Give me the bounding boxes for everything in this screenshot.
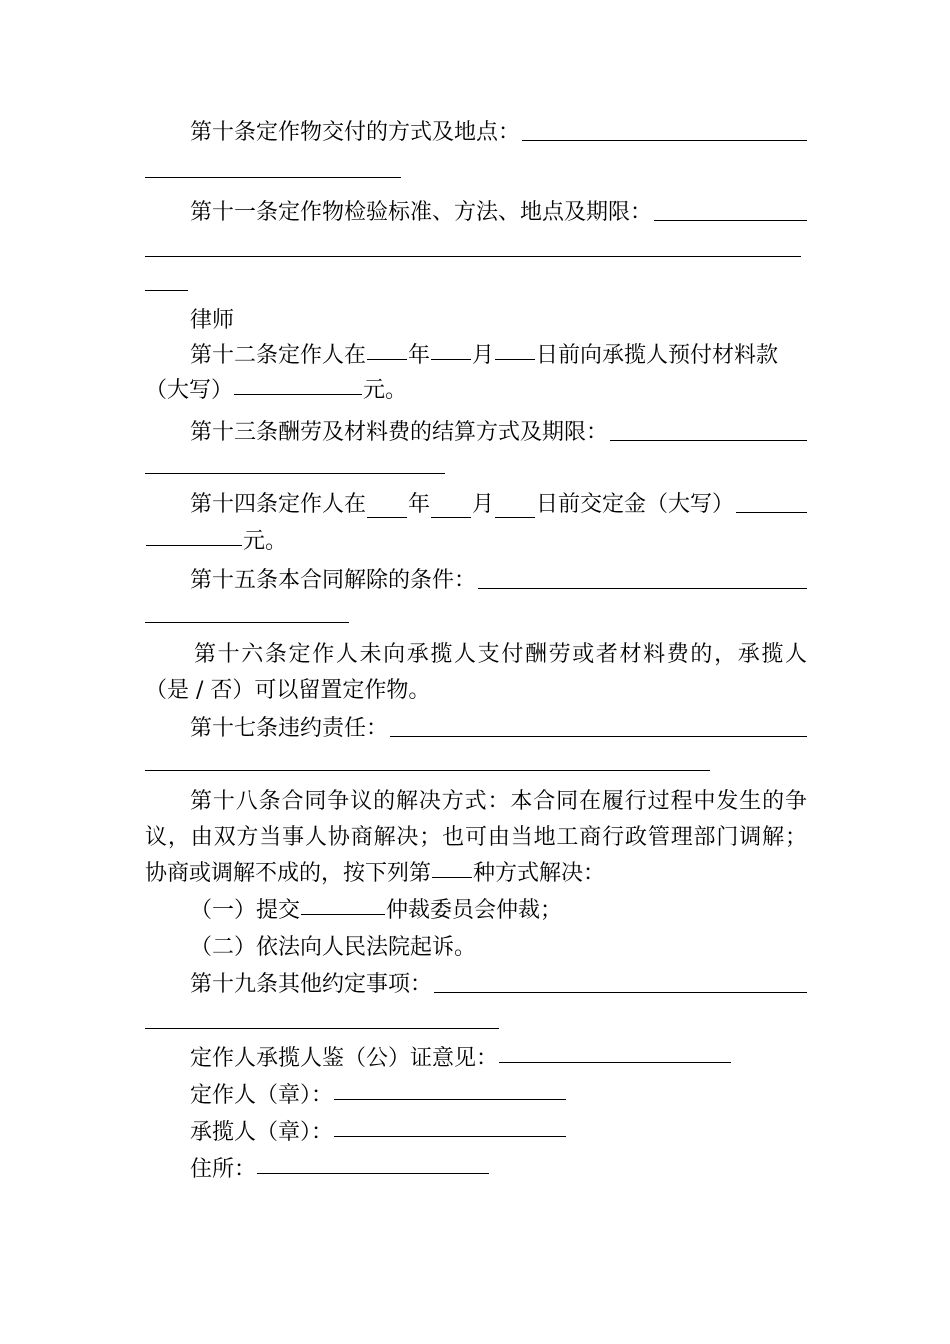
article-19-line: [190, 970, 807, 1000]
article-16-line-2: （是 / 否）可以留置定作物。: [145, 678, 431, 703]
article-15-line: [190, 566, 807, 596]
arbitration-committee-blank[interactable]: [301, 914, 385, 915]
article-14-day-blank[interactable]: [495, 517, 535, 518]
article-18-line-1: 第十八条合同争议的解决方式：本合同在履行过程中发生的争: [190, 789, 807, 814]
verification-label: 定作人承揽人鉴（公）证意见：: [190, 1046, 499, 1071]
article-10-blank[interactable]: [522, 140, 807, 141]
article-14-month-blank[interactable]: [431, 517, 471, 518]
article-10-label: 第十条定作物交付的方式及地点：: [190, 120, 521, 145]
article-12-year: 年: [408, 343, 431, 368]
article-14-amount-blank-continued[interactable]: [146, 545, 242, 546]
article-18-method-blank[interactable]: [432, 877, 472, 878]
address-label: 住所：: [190, 1157, 257, 1182]
article-12-month-blank[interactable]: [431, 359, 471, 360]
party-a-seal-label: 定作人（章）：: [190, 1083, 334, 1108]
article-19-blank-continued[interactable]: [145, 1028, 499, 1029]
party-b-seal-label: 承揽人（章）：: [190, 1120, 334, 1145]
article-18-line-2: 议，由双方当事人协商解决；也可由当地工商行政管理部门调解；: [145, 825, 807, 850]
article-13-blank-continued[interactable]: [145, 473, 445, 474]
article-13-line: [190, 418, 807, 448]
article-12-line-1: [190, 341, 807, 371]
article-17-blank-continued[interactable]: [145, 770, 710, 771]
article-13-label: 第十三条酬劳及材料费的结算方式及期限：: [190, 420, 609, 445]
article-18-line-3-b: 种方式解决：: [473, 861, 606, 886]
article-14-part-2: 日前交定金（大写）: [536, 492, 735, 517]
article-14-unit: 元。: [243, 529, 288, 554]
article-12-year-blank[interactable]: [367, 359, 407, 360]
article-11-blank-end[interactable]: [145, 290, 188, 291]
article-18-line-3: [145, 859, 807, 889]
article-14-year-blank[interactable]: [367, 517, 407, 518]
article-16-line-1: 第十六条定作人未向承揽人支付酬劳或者材料费的，承揽人: [194, 642, 807, 667]
article-11-line: [190, 198, 807, 228]
article-14-line-1: [190, 490, 807, 520]
article-19-label: 第十九条其他约定事项：: [190, 972, 433, 997]
article-19-blank[interactable]: [434, 992, 807, 993]
article-12-part-3: （大写）: [145, 378, 234, 403]
article-14-year: 年: [408, 492, 431, 517]
party-b-seal-blank[interactable]: [334, 1136, 566, 1137]
article-18-option-1: [190, 896, 807, 926]
party-a-seal-blank[interactable]: [334, 1099, 566, 1100]
party-a-seal-line: [190, 1081, 807, 1111]
article-17-line: [190, 714, 807, 744]
article-15-label: 第十五条本合同解除的条件：: [190, 568, 477, 593]
address-blank[interactable]: [257, 1173, 489, 1174]
article-11-label: 第十一条定作物检验标准、方法、地点及期限：: [190, 200, 653, 225]
article-14-amount-blank[interactable]: [736, 512, 807, 513]
article-12-day-blank[interactable]: [495, 359, 535, 360]
article-14-line-2: [145, 527, 807, 557]
article-12-unit: 元。: [363, 378, 408, 403]
article-11-blank[interactable]: [654, 220, 807, 221]
article-12-part-2: 日前向承揽人预付材料款: [536, 343, 779, 368]
article-10-blank-continued[interactable]: [145, 177, 401, 178]
article-18-option-1-b: 仲裁委员会仲裁；: [386, 898, 563, 923]
verification-blank[interactable]: [499, 1062, 731, 1063]
article-18-option-1-a: （一）提交: [190, 898, 301, 923]
article-15-blank[interactable]: [478, 588, 807, 589]
article-12-line-2: [145, 376, 807, 406]
article-12-part-1: 第十二条定作人在: [190, 343, 367, 368]
article-14-part-1: 第十四条定作人在: [190, 492, 367, 517]
verification-line: [190, 1044, 807, 1074]
party-b-seal-line: [190, 1118, 807, 1148]
article-12-amount-blank[interactable]: [234, 394, 362, 395]
article-13-blank[interactable]: [610, 440, 807, 441]
lawyer-note: 律师: [190, 308, 235, 333]
article-18-option-2: （二）依法向人民法院起诉。: [190, 935, 477, 960]
article-17-blank[interactable]: [390, 736, 807, 737]
article-14-month: 月: [472, 492, 495, 517]
article-15-blank-continued[interactable]: [145, 622, 349, 623]
address-line: [190, 1155, 807, 1185]
article-11-blank-continued[interactable]: [145, 256, 801, 257]
article-12-month: 月: [472, 343, 495, 368]
article-17-label: 第十七条违约责任：: [190, 716, 389, 741]
article-18-line-3-a: 协商或调解不成的，按下列第: [145, 861, 432, 886]
article-10-line: [190, 118, 807, 148]
